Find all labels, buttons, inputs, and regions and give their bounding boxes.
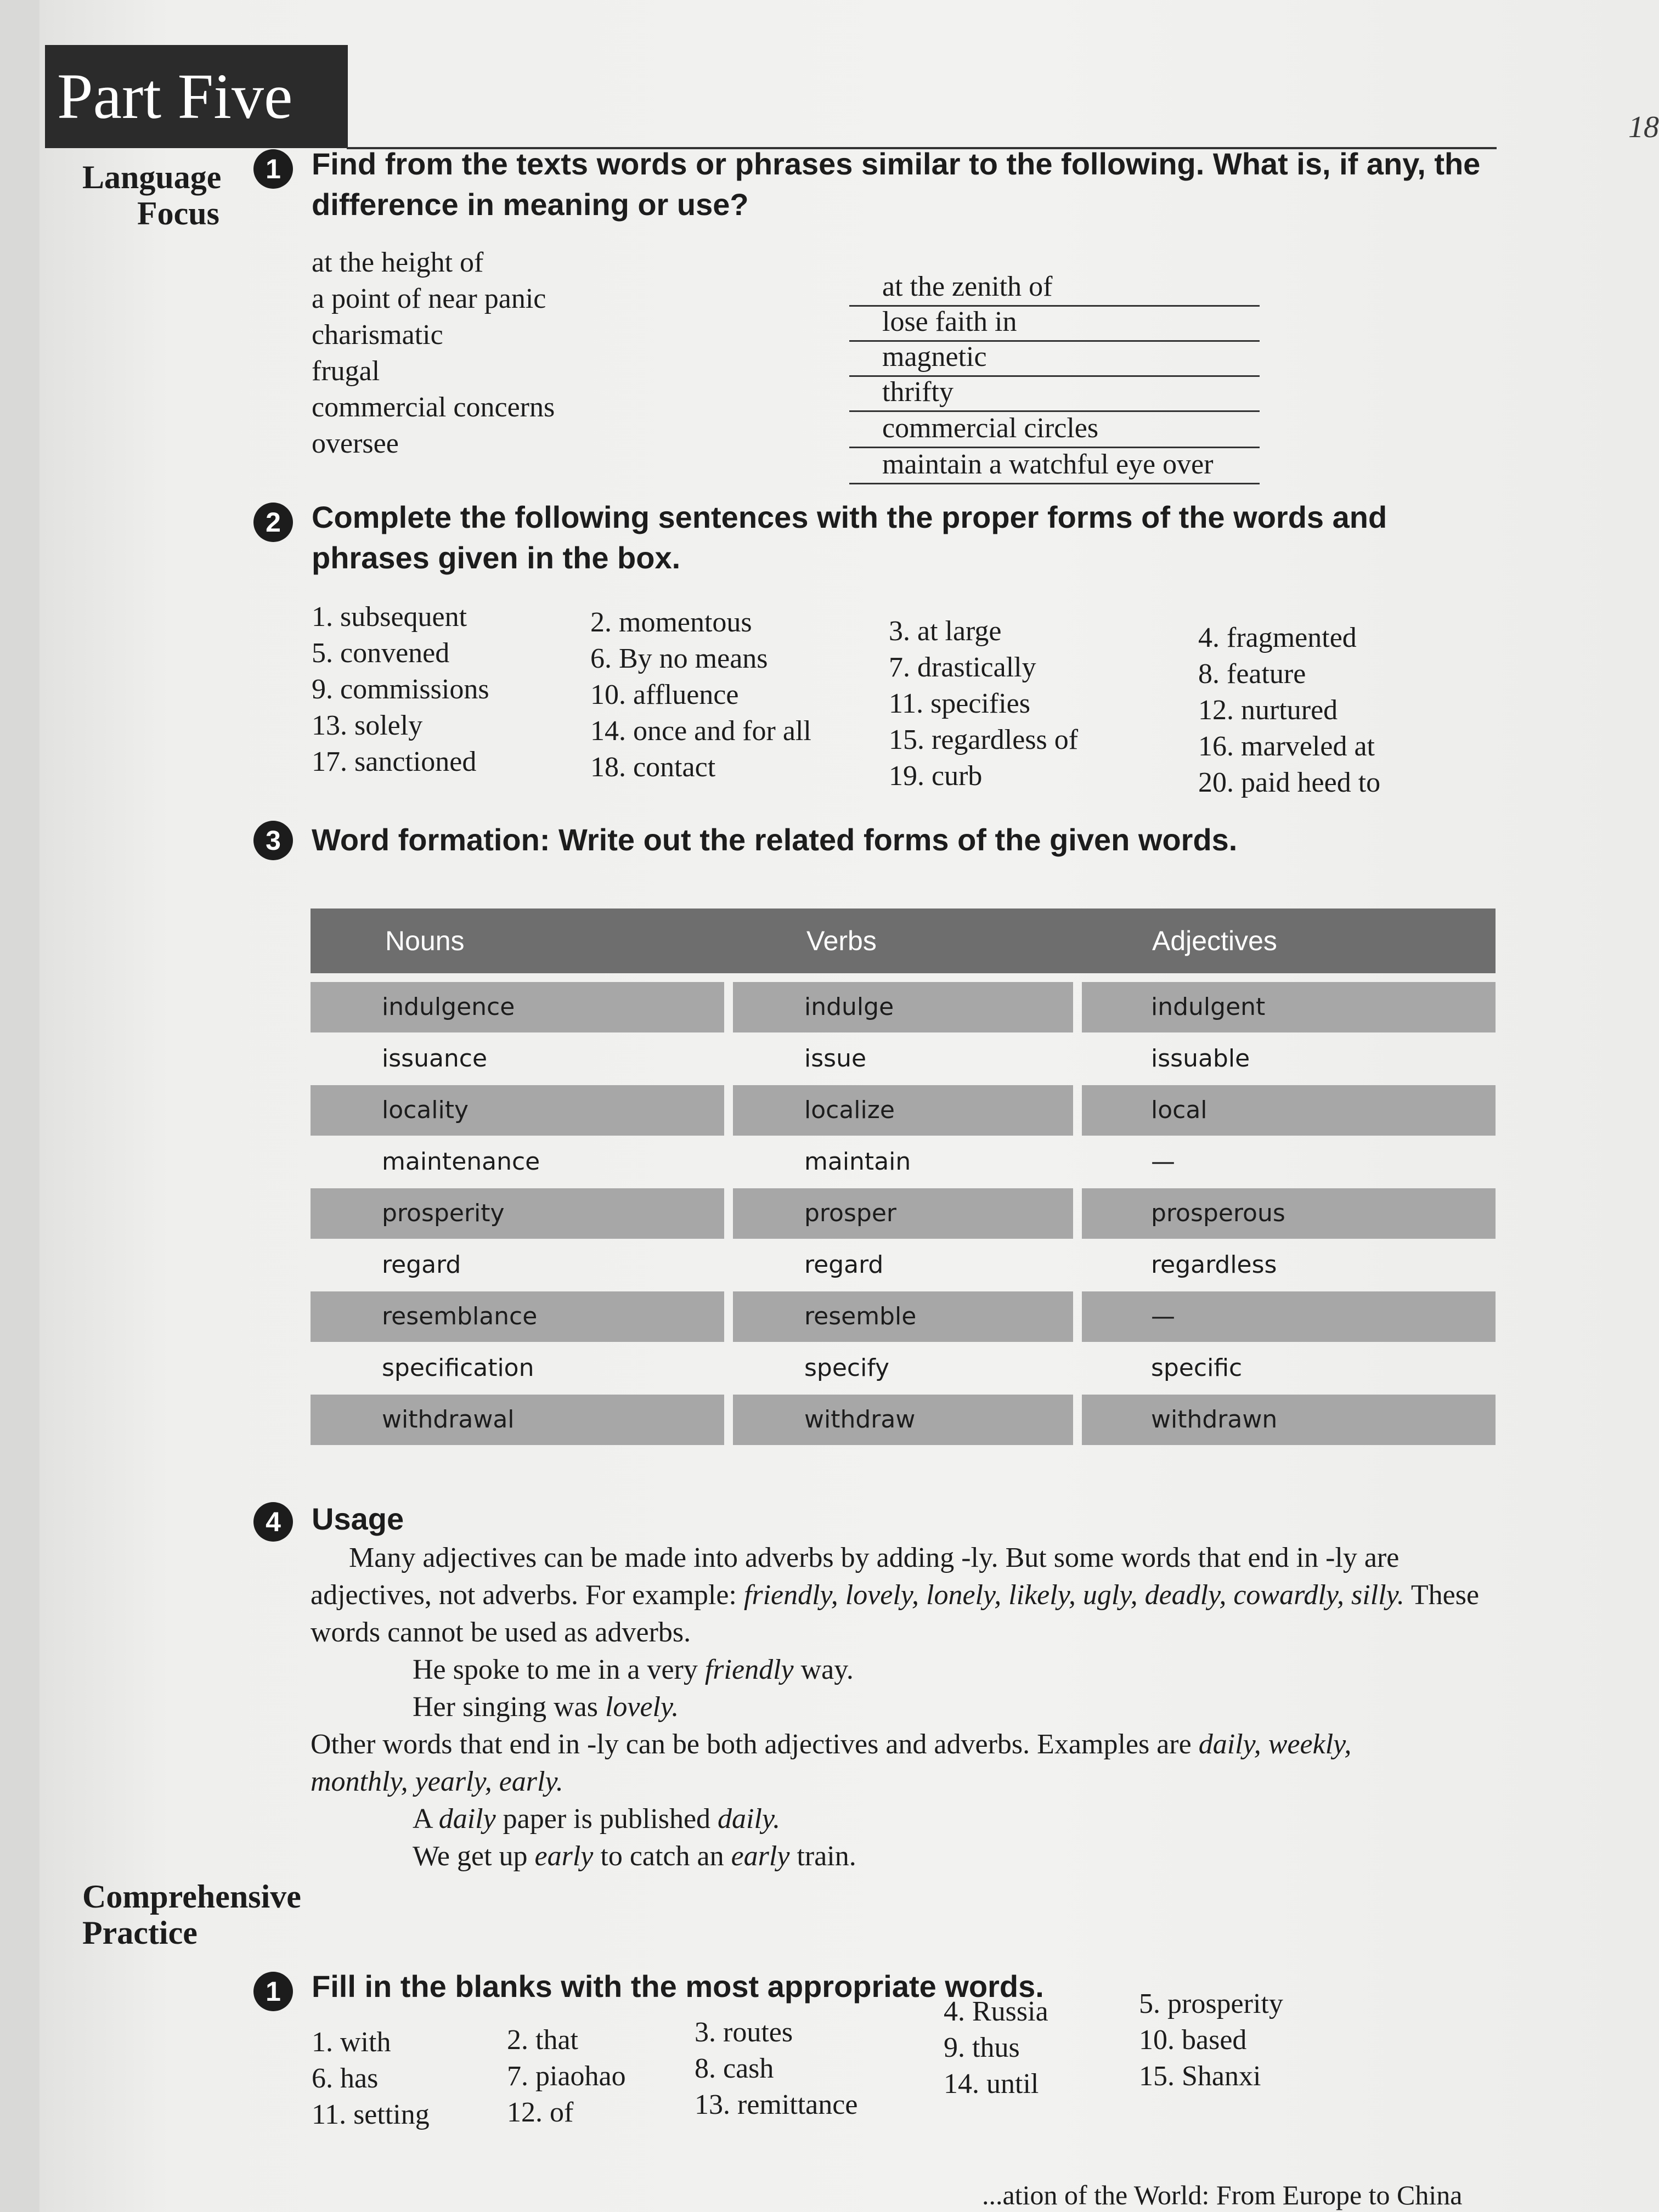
example-a-post: way. [793, 1654, 854, 1685]
ex2-answer-1: 1. subsequent [312, 601, 467, 633]
cp-exercise-1-instruction: Fill in the blanks with the most appropriate words. [312, 1969, 1044, 2004]
table-cell-verb: specify [804, 1354, 890, 1382]
ex2-answer-13: 13. solely [312, 710, 423, 741]
ex2-answer-9: 9. commissions [312, 674, 489, 705]
usage-example-d [413, 1838, 856, 1875]
usage-line-4-ital: daily, weekly, [1198, 1729, 1352, 1760]
ex1-given-4: frugal [312, 356, 380, 387]
ex1-given-2: a point of near panic [312, 283, 546, 314]
ex2-answer-3: 3. at large [889, 616, 1002, 647]
cp1-answer-13: 13. remittance [695, 2089, 858, 2120]
table-cell-noun: maintenance [382, 1148, 540, 1176]
ex2-answer-15: 15. regardless of [889, 724, 1079, 755]
example-d-3: to catch an [593, 1841, 731, 1872]
table-cell-noun: regard [382, 1251, 461, 1279]
ex1-given-1: at the height of [312, 247, 484, 278]
cp1-answer-2: 2. that [507, 2024, 578, 2056]
header-adjectives: Adjectives [1152, 926, 1277, 956]
table-cell-verb: prosper [733, 1188, 1073, 1239]
usage-line-4-text: Other words that end in -ly can be both adjectives and adverbs. Examples are [311, 1729, 1199, 1760]
table-cell-adjective: specific [1151, 1354, 1243, 1382]
cp1-answer-11: 11. setting [312, 2099, 430, 2130]
exercise-4-number: 4 [253, 1502, 293, 1542]
table-cell-adjective: — [1082, 1291, 1496, 1342]
table-cell-noun: prosperity [311, 1188, 724, 1239]
page-footer: ...ation of the World: From Europe to China [982, 2180, 1463, 2210]
example-d-1: We get up [413, 1841, 535, 1872]
table-cell-adjective: local [1082, 1085, 1496, 1136]
cp1-answer-5: 5. prosperity [1139, 1988, 1283, 2019]
ex1-answer-5: commercial circles [849, 410, 1260, 448]
ex2-answer-2: 2. momentous [590, 607, 752, 638]
cp1-answer-8: 8. cash [695, 2053, 774, 2084]
cp1-answer-12: 12. of [507, 2097, 574, 2128]
table-cell-adjective: — [1151, 1148, 1175, 1176]
exercise-2-instruction: Complete the following sentences with the proper forms of the words and phrases given in the box. [312, 500, 1387, 575]
page-title: Part Five [45, 45, 348, 148]
cp1-answer-10: 10. based [1139, 2024, 1247, 2056]
usage-line-1: Many adjectives can be made into adverbs by adding -ly. But some words that end in -ly are [349, 1542, 1400, 1573]
ex1-answer-4: thrifty [849, 374, 1260, 412]
usage-examples-adjectives: friendly, lovely, lonely, likely, ugly, deadly, cowardly, silly. [743, 1579, 1404, 1611]
usage-line-3: words cannot be used as adverbs. [311, 1617, 691, 1648]
ex2-answer-19: 19. curb [889, 760, 983, 792]
cp1-answer-6: 6. has [312, 2063, 379, 2094]
cp1-answer-9: 9. thus [944, 2032, 1020, 2063]
ex1-answer-6: maintain a watchful eye over [849, 447, 1260, 484]
usage-example-a [413, 1651, 854, 1688]
ex2-answer-7: 7. drastically [889, 652, 1036, 683]
exercise-3-number: 3 [253, 821, 293, 860]
example-c-4: daily. [718, 1803, 781, 1835]
ex1-answer-1: at the zenith of [849, 269, 1260, 307]
ex2-answer-16: 16. marveled at [1198, 731, 1375, 762]
exercise-3-instruction: Word formation: Write out the related forms of the given words. [312, 822, 1238, 857]
table-cell-adjective: issuable [1151, 1045, 1250, 1073]
section-language-focus: Language Focus [82, 159, 222, 232]
example-c-3: paper is published [495, 1803, 718, 1835]
table-cell-noun: indulgence [311, 982, 724, 1032]
ex2-answer-10: 10. affluence [590, 679, 739, 710]
ex2-answer-5: 5. convened [312, 637, 450, 669]
ex2-answer-18: 18. contact [590, 752, 716, 783]
header-verbs: Verbs [806, 926, 877, 956]
table-cell-adjective: prosperous [1082, 1188, 1496, 1239]
example-a-pre: He spoke to me in a very [413, 1654, 705, 1685]
ex2-answer-11: 11. specifies [889, 688, 1030, 719]
ex2-answer-8: 8. feature [1198, 658, 1306, 690]
table-cell-noun: issuance [382, 1045, 488, 1073]
usage-line-5: monthly, yearly, early. [311, 1766, 563, 1797]
table-cell-verb: localize [733, 1085, 1073, 1136]
table-cell-verb: indulge [733, 982, 1073, 1032]
table-cell-verb: issue [804, 1045, 867, 1073]
ex2-answer-6: 6. By no means [590, 643, 768, 674]
margin-page-number: 18 [1628, 110, 1659, 144]
ex2-answer-4: 4. fragmented [1198, 622, 1357, 653]
usage-line-2-tail: These [1404, 1579, 1480, 1611]
table-cell-adjective: regardless [1151, 1251, 1277, 1279]
usage-line-4 [311, 1726, 1351, 1763]
table-cell-adjective: withdrawn [1082, 1395, 1496, 1445]
ex1-given-5: commercial concerns [312, 392, 555, 423]
table-cell-verb: withdraw [733, 1395, 1073, 1445]
table-header-row [311, 909, 1496, 973]
cp1-answer-3: 3. routes [695, 2017, 793, 2048]
ex1-answer-2: lose faith in [849, 304, 1260, 342]
example-d-4: early [731, 1841, 790, 1872]
table-cell-verb: maintain [804, 1148, 911, 1176]
example-b-pre: Her singing was [413, 1691, 605, 1723]
exercise-4-title: Usage [312, 1502, 404, 1536]
example-c-2: daily [438, 1803, 496, 1835]
header-nouns: Nouns [385, 926, 465, 956]
cp1-answer-1: 1. with [312, 2027, 391, 2058]
cp1-answer-4: 4. Russia [944, 1996, 1048, 2027]
ex1-answer-3: magnetic [849, 339, 1260, 377]
section-comprehensive-practice: Comprehensive Practice [82, 1878, 301, 1951]
table-cell-noun: withdrawal [311, 1395, 724, 1445]
example-c-1: A [413, 1803, 439, 1835]
exercise-1-instruction: Find from the texts words or phrases similar to the following. What is, if any, the difference in meaning or use? [312, 146, 1481, 222]
example-a-ital: friendly [704, 1654, 794, 1685]
example-d-5: train. [789, 1841, 856, 1872]
ex1-given-3: charismatic [312, 319, 443, 351]
usage-line-2-text: adjectives, not adverbs. For example: [311, 1579, 744, 1611]
ex2-answer-14: 14. once and for all [590, 715, 811, 747]
cp1-answer-15: 15. Shanxi [1139, 2061, 1261, 2092]
example-d-2: early [534, 1841, 594, 1872]
table-cell-verb: regard [804, 1251, 884, 1279]
cp1-answer-14: 14. until [944, 2068, 1039, 2100]
ex2-answer-20: 20. paid heed to [1198, 767, 1381, 798]
ex2-answer-17: 17. sanctioned [312, 746, 477, 777]
ex2-answer-12: 12. nurtured [1198, 695, 1338, 726]
exercise-2-number: 2 [253, 503, 293, 542]
example-b-ital: lovely. [605, 1691, 679, 1723]
table-cell-noun: locality [311, 1085, 724, 1136]
cp1-answer-7: 7. piaohao [507, 2061, 626, 2092]
cp-exercise-1-number: 1 [253, 1972, 293, 2011]
table-cell-verb: resemble [733, 1291, 1073, 1342]
table-cell-noun: resemblance [311, 1291, 724, 1342]
usage-example-b [413, 1689, 679, 1725]
table-cell-adjective: indulgent [1082, 982, 1496, 1032]
table-cell-noun: specification [382, 1354, 534, 1382]
exercise-1-number: 1 [253, 149, 293, 189]
ex1-given-6: oversee [312, 428, 399, 459]
usage-example-c [413, 1801, 780, 1837]
usage-line-2 [311, 1577, 1479, 1613]
